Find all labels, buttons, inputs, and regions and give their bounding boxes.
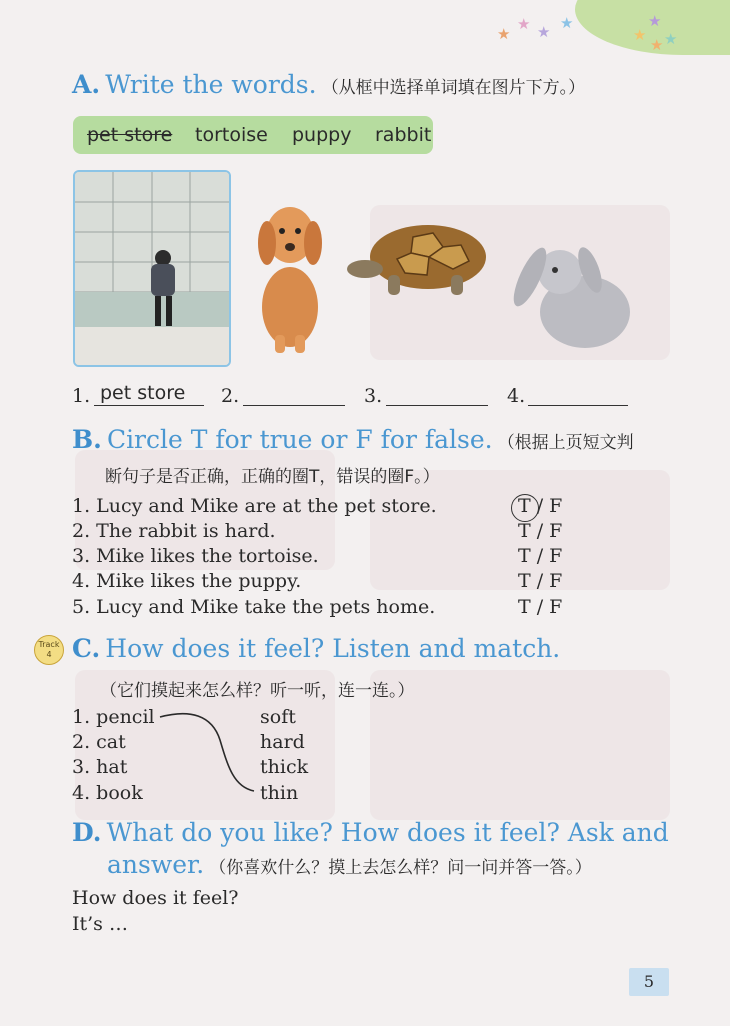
pet-store-photo — [73, 170, 231, 367]
statement: 1. Lucy and Mike are at the pet store. — [72, 495, 437, 517]
star-icon: ★ — [633, 26, 647, 44]
dialogue-line: How does it feel? — [72, 887, 239, 909]
answer-filled: pet store — [100, 382, 186, 404]
match-left-item[interactable]: 3. hat — [72, 756, 128, 778]
section-instruction: （你喜欢什么？摸上去怎么样？问一问并答一答。） — [209, 858, 592, 878]
audio-track-icon[interactable] — [34, 635, 64, 665]
word-option: tortoise — [195, 124, 268, 146]
tortoise-photo — [343, 215, 495, 303]
rabbit-photo — [505, 232, 635, 352]
section-d-heading-cont — [107, 850, 592, 879]
match-left-item[interactable]: 4. book — [72, 782, 143, 804]
section-c-heading — [72, 634, 560, 663]
statement: 3. Mike likes the tortoise. — [72, 545, 319, 567]
section-instruction: 断句子是否正确，正确的圈T，错误的圈F。） — [105, 467, 440, 487]
star-icon: ★ — [650, 36, 664, 54]
section-letter: D. — [72, 818, 102, 847]
match-right-item[interactable]: thin — [260, 782, 299, 804]
answer-number: 1. — [72, 385, 91, 407]
match-line — [150, 705, 260, 800]
match-right-item[interactable]: hard — [260, 731, 305, 753]
section-b-heading — [72, 425, 634, 454]
star-icon: ★ — [560, 14, 574, 32]
section-letter: C. — [72, 634, 101, 663]
true-false-choice[interactable]: T / F — [518, 495, 563, 517]
track-label: Track — [38, 640, 60, 649]
star-icon: ★ — [664, 30, 678, 48]
section-instruction: （它们摸起来怎么样？听一听，连一连。） — [100, 681, 415, 701]
section-d-heading — [72, 818, 669, 847]
answer-line[interactable] — [528, 405, 628, 406]
true-false-choice[interactable]: T / F — [518, 520, 563, 542]
statement: 2. The rabbit is hard. — [72, 520, 276, 542]
show-through-panel — [370, 670, 670, 820]
puppy-photo — [245, 195, 335, 355]
answer-number: 2. — [221, 385, 240, 407]
answer-line[interactable] — [94, 405, 204, 406]
star-icon: ★ — [497, 25, 511, 43]
star-icon: ★ — [537, 23, 551, 41]
section-title: Circle T for true or F for false. — [106, 425, 493, 454]
true-false-choice[interactable]: T / F — [518, 596, 563, 618]
true-false-choice[interactable]: T / F — [518, 570, 563, 592]
dialogue-line: It’s … — [72, 913, 128, 935]
match-right-item[interactable]: thick — [260, 756, 309, 778]
match-left-item[interactable]: 1. pencil — [72, 706, 155, 728]
section-letter: A. — [72, 70, 101, 99]
page-number: 5 — [629, 968, 669, 996]
answer-circle — [511, 494, 539, 522]
star-icon: ★ — [648, 12, 662, 30]
true-false-choice[interactable]: T / F — [518, 545, 563, 567]
word-option: puppy — [292, 124, 352, 146]
section-title: Write the words. — [105, 70, 317, 99]
section-letter: B. — [72, 425, 102, 454]
word-option: rabbit — [375, 124, 432, 146]
statement: 4. Mike likes the puppy. — [72, 570, 302, 592]
answer-line[interactable] — [386, 405, 488, 406]
answer-number: 4. — [507, 385, 526, 407]
section-title: What do you like? How does it feel? Ask and — [106, 818, 669, 847]
word-option: pet store — [87, 124, 173, 146]
section-instruction: （从框中选择单词填在图片下方。） — [321, 78, 586, 98]
answer-number: 3. — [364, 385, 383, 407]
answer-line[interactable] — [243, 405, 345, 406]
match-left-item[interactable]: 2. cat — [72, 731, 126, 753]
section-a-heading — [72, 70, 585, 99]
section-title: How does it feel? Listen and match. — [105, 634, 561, 663]
track-number: 4 — [46, 650, 52, 659]
section-title: answer. — [107, 850, 205, 879]
match-right-item[interactable]: soft — [260, 706, 296, 728]
section-instruction: （根据上页短文判 — [497, 433, 634, 453]
star-icon: ★ — [517, 15, 531, 33]
statement: 5. Lucy and Mike take the pets home. — [72, 596, 436, 618]
